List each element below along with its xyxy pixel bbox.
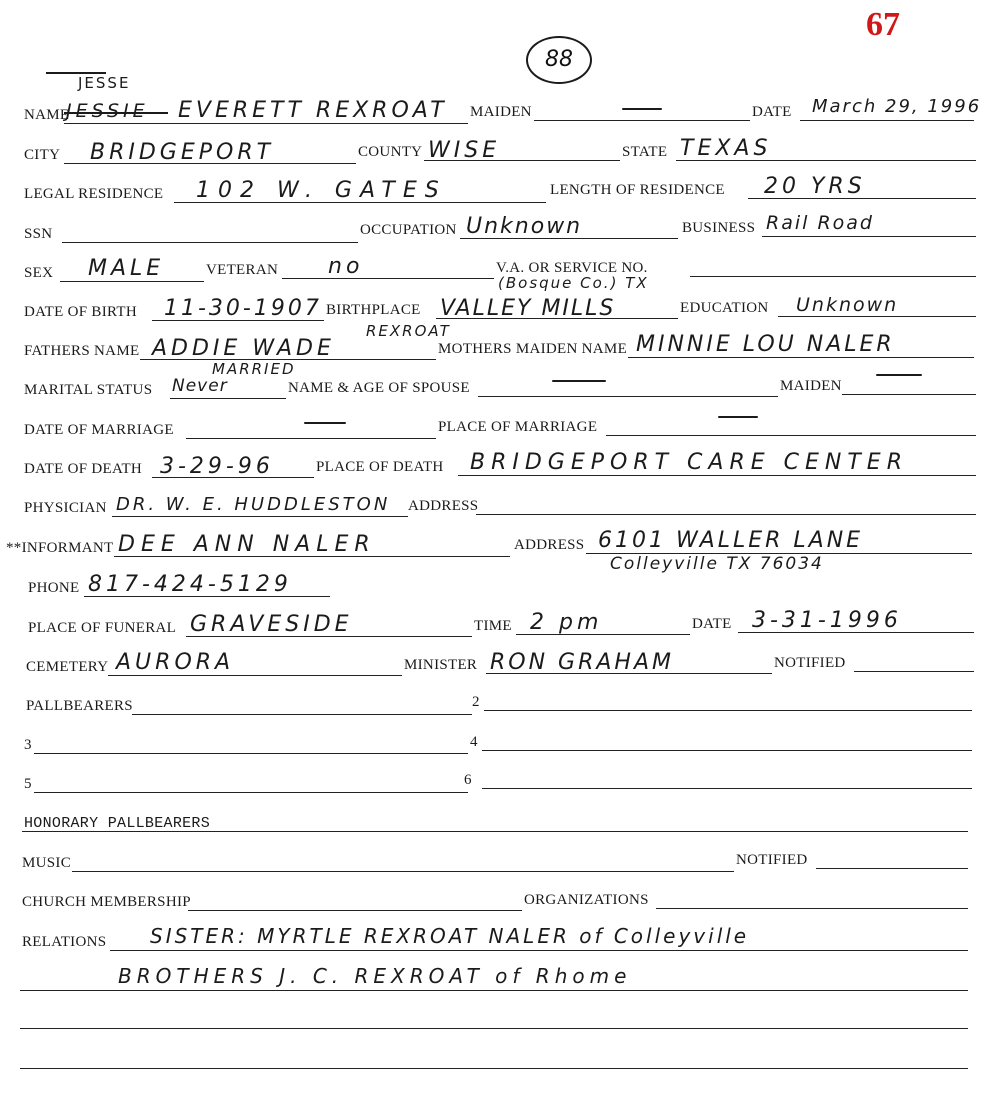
legal-residence-label: LEGAL RESIDENCE [24, 186, 164, 202]
pallbearers-label: PALLBEARERS [26, 698, 133, 714]
date-of-marriage-label: DATE OF MARRIAGE [24, 422, 174, 438]
ssn-line [62, 242, 358, 243]
phone-value: 817-424-5129 [88, 572, 292, 597]
physician-value: DR. W. E. HUDDLESTON [116, 494, 391, 515]
phone-label: PHONE [28, 580, 80, 596]
business-label: BUSINESS [682, 220, 756, 236]
relations-value-2: BROTHERS J. C. REXROAT of Rhome [118, 964, 632, 988]
music-label: MUSIC [22, 855, 72, 871]
pallbearer-4-number: 4 [470, 734, 478, 750]
length-of-residence-value: 20 YRS [764, 174, 866, 199]
date-label: DATE [752, 104, 792, 120]
spouse-maiden-line [842, 394, 976, 395]
cemetery-value: AURORA [116, 650, 235, 675]
place-of-death-line [458, 475, 976, 476]
physician-label: PHYSICIAN [24, 500, 107, 516]
name-correction: JESSE [78, 74, 131, 92]
name-strikethrough [64, 112, 168, 114]
legal-residence-value: 102 W. GATES [196, 178, 447, 203]
music-notified-label: NOTIFIED [736, 852, 808, 868]
pallbearer-6-number: 6 [464, 772, 472, 788]
dob-value: 11-30-1907 [164, 296, 322, 321]
va-service-line [690, 276, 976, 277]
place-of-marriage-label: PLACE OF MARRIAGE [438, 419, 598, 435]
date-of-death-label: DATE OF DEATH [24, 461, 143, 477]
pallbearer-3-line [34, 753, 468, 754]
page-number: 67 [866, 6, 900, 43]
sex-line [60, 281, 204, 282]
funeral-date-label: DATE [692, 616, 732, 632]
notified-line [854, 671, 974, 672]
birthplace-value: VALLEY MILLS [440, 296, 616, 321]
church-membership-label: CHURCH MEMBERSHIP [22, 894, 191, 910]
date-line [800, 120, 974, 121]
length-of-residence-label: LENGTH OF RESIDENCE [550, 182, 725, 198]
veteran-label: VETERAN [206, 262, 279, 278]
pallbearer-2-number: 2 [472, 694, 480, 710]
occupation-value: Unknown [466, 214, 583, 239]
pallbearer-2-line [484, 710, 972, 711]
veteran-line [282, 278, 494, 279]
place-of-marriage-dash [718, 416, 758, 418]
pallbearer-6-line [482, 788, 972, 789]
relations-value-1: SISTER: MYRTLE REXROAT NALER of Colleyville [150, 924, 750, 948]
education-value: Unknown [796, 294, 899, 316]
dob-label: DATE OF BIRTH [24, 304, 138, 320]
cemetery-line [108, 675, 402, 676]
informant-address-city: Colleyville TX 76034 [610, 554, 824, 574]
birthplace-note: (Bosque Co.) TX [498, 274, 649, 292]
relations-label: RELATIONS [22, 934, 107, 950]
fathers-name-label: FATHERS NAME [24, 343, 140, 359]
sex-label: SEX [24, 265, 54, 281]
business-line [762, 236, 976, 237]
sex-value: MALE [88, 256, 165, 281]
birthplace-label: BIRTHPLACE [326, 302, 421, 318]
pallbearer-4-line [482, 750, 972, 751]
spouse-maiden-label: MAIDEN [780, 378, 842, 394]
informant-address-label: ADDRESS [514, 537, 585, 553]
va-service-label: V.A. OR SERVICE NO. [496, 260, 648, 276]
place-of-funeral-value: GRAVESIDE [190, 612, 353, 637]
notified-label: NOTIFIED [774, 655, 846, 671]
honorary-pallbearers-line [22, 831, 968, 832]
marital-status-label: MARITAL STATUS [24, 382, 153, 398]
time-value: 2 pm [530, 610, 603, 635]
minister-value: RON GRAHAM [490, 650, 675, 675]
informant-label: **INFORMANT [6, 540, 114, 556]
city-value: BRIDGEPORT [90, 140, 275, 165]
name-label: NAME [24, 107, 70, 123]
minister-label: MINISTER [404, 657, 478, 673]
honorary-pallbearers-label: HONORARY PALLBEARERS [24, 815, 211, 832]
fathers-name-value: ADDIE WADE [152, 336, 335, 361]
informant-value: DEE ANN NALER [118, 532, 376, 557]
pallbearer-1-line [132, 714, 472, 715]
place-of-funeral-label: PLACE OF FUNERAL [28, 620, 177, 636]
date-of-death-value: 3-29-96 [160, 454, 274, 479]
place-of-death-label: PLACE OF DEATH [316, 459, 444, 475]
spouse-line [478, 396, 778, 397]
marital-status-line [170, 398, 286, 399]
education-label: EDUCATION [680, 300, 769, 316]
state-value: TEXAS [680, 136, 772, 161]
pallbearer-5-number: 5 [24, 776, 32, 792]
county-value: WISE [428, 138, 501, 163]
spouse-maiden-dash [876, 374, 922, 376]
relations-line-2 [20, 990, 968, 991]
mothers-maiden-label: MOTHERS MAIDEN NAME [438, 341, 628, 357]
relations-line-1 [110, 950, 968, 951]
pallbearer-3-number: 3 [24, 737, 32, 753]
date-of-marriage-line [186, 438, 436, 439]
occupation-label: OCCUPATION [360, 222, 457, 238]
physician-line [112, 516, 408, 517]
spouse-dash [552, 380, 606, 382]
city-label: CITY [24, 147, 61, 163]
cemetery-label: CEMETERY [26, 659, 109, 675]
education-line [778, 316, 976, 317]
marital-status-note: MARRIED [212, 360, 296, 378]
name-line [64, 123, 468, 124]
place-of-death-value: BRIDGEPORT CARE CENTER [470, 450, 908, 475]
organizations-label: ORGANIZATIONS [524, 892, 649, 908]
fathers-surname: REXROAT [366, 322, 451, 340]
name-struck-value: JESSIE [66, 100, 149, 122]
funeral-date-value: 3-31-1996 [752, 608, 902, 633]
date-value: March 29, 1996 [812, 96, 982, 117]
mothers-maiden-value: MINNIE LOU NALER [636, 332, 895, 357]
maiden-line [534, 120, 750, 121]
veteran-value: no [328, 254, 364, 279]
physician-address-label: ADDRESS [408, 498, 479, 514]
place-of-marriage-line [606, 435, 976, 436]
ssn-label: SSN [24, 226, 53, 242]
marital-status-value: Never [172, 376, 228, 396]
mothers-maiden-line [628, 357, 974, 358]
name-correction-underline [46, 72, 106, 74]
maiden-label: MAIDEN [470, 104, 532, 120]
county-label: COUNTY [358, 144, 423, 160]
date-of-marriage-dash [304, 422, 346, 424]
informant-address-value: 6101 WALLER LANE [598, 528, 864, 553]
physician-address-line [476, 514, 976, 515]
organizations-line [656, 908, 968, 909]
name-value: EVERETT REXROAT [178, 98, 448, 123]
business-value: Rail Road [766, 212, 874, 234]
spouse-label: NAME & AGE OF SPOUSE [288, 380, 470, 396]
state-label: STATE [622, 144, 668, 160]
maiden-dash [622, 108, 662, 110]
pallbearer-5-line [34, 792, 468, 793]
music-notified-line [816, 868, 968, 869]
relations-line-3 [20, 1028, 968, 1029]
relations-line-4 [20, 1068, 968, 1069]
church-membership-line [188, 910, 522, 911]
music-line [72, 871, 734, 872]
record-number-stamp: 88 [526, 36, 592, 84]
time-label: TIME [474, 618, 512, 634]
